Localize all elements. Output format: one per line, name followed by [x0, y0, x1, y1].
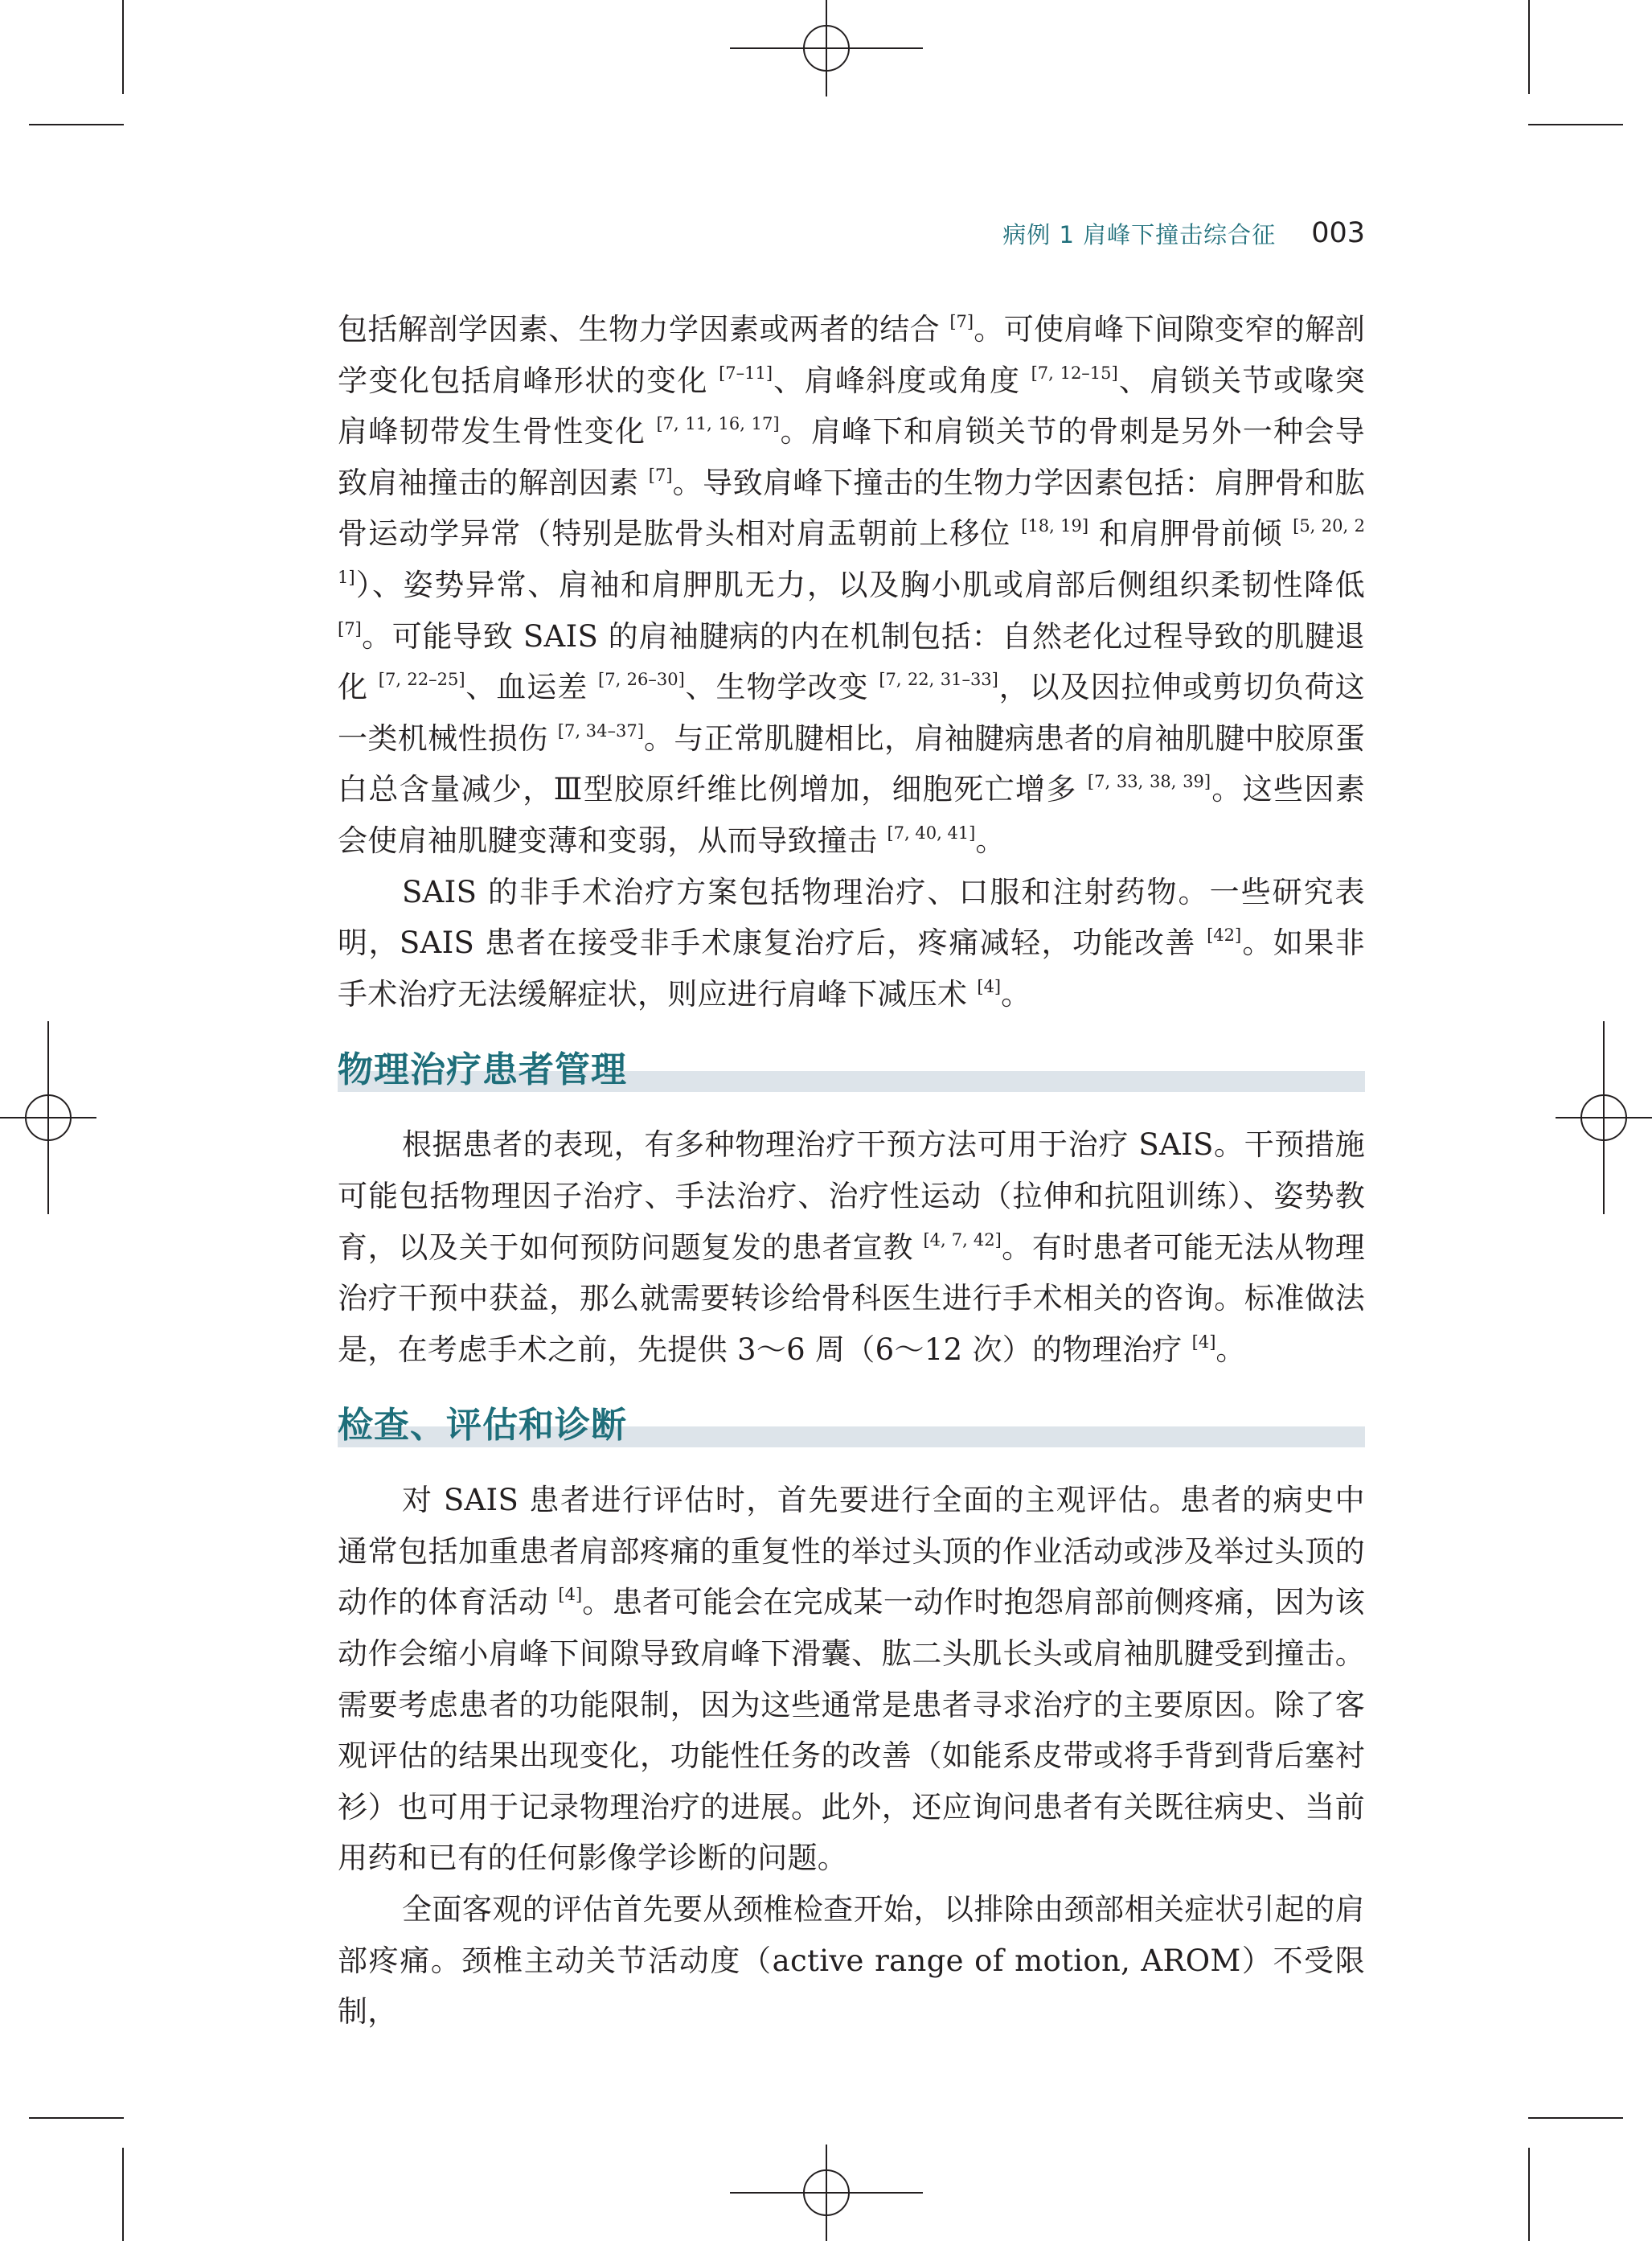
text-run: 、肩峰斜度或角度 [773, 363, 1031, 398]
registration-mark-right [1556, 1021, 1652, 1214]
text-run: 、肩锁关节或喙突肩峰韧带发生骨性变化 [338, 363, 1365, 449]
section-heading [338, 1032, 1365, 1110]
text-run: 。 [1001, 976, 1031, 1012]
text-run: 。可能导致 SAIS 的肩袖腱病的内在机制包括：自然老化过程导致的肌腱退化 [338, 618, 1365, 705]
citation-superscript: [5, 20, 21] [338, 516, 1365, 587]
page-number: 003 [1311, 217, 1365, 249]
section-heading [338, 1388, 1365, 1465]
running-head [981, 215, 1365, 251]
crop-mark-top-left [0, 0, 129, 129]
citation-superscript: [7, 26–30] [598, 670, 685, 690]
crop-mark-top-right [1523, 0, 1652, 129]
registration-mark-top [730, 0, 923, 96]
text-run: 。患者可能会在完成某一动作时抱怨肩部前侧疼痛，因为该动作会缩小肩峰下间隙导致肩峰下滑囊、肱二头肌长头或肩袖肌腱受到撞击。需要考虑患者的功能限制，因为这些通常是患者寻求治疗的主要原因。除了客观评估的结果出现变化，功能性任务的改善（如能系皮带或将手背到背后塞衬衫）也可用于记录物理治疗的进展。此外，还应询问患者有关既往病史、当前用药和已有的任何影像学诊断的问题。 [338, 1585, 1365, 1876]
citation-superscript: [7, 11, 16, 17] [656, 414, 780, 434]
text-run: ，以及因拉伸或剪切负荷这一类机械性损伤 [338, 670, 1365, 756]
body-paragraph [338, 1475, 1365, 1884]
text-run: 。与正常肌腱相比，肩袖腱病患者的肩袖肌腱中胶原蛋白总含量减少，Ⅲ型胶原纤维比例增加，细胞死亡增多 [338, 720, 1365, 807]
text-run: 包括解剖学因素、生物力学因素或两者的结合 [338, 312, 950, 347]
text-run: SAIS 的非手术治疗方案包括物理治疗、口服和注射药物。一些研究表明，SAIS 患者在接受非手术康复治疗后，疼痛减轻，功能改善 [338, 874, 1365, 961]
text-run: 。导致肩峰下撞击的生物力学因素包括：肩胛骨和肱骨运动学异常（特别是肱骨头相对肩盂朝前上移位 [338, 465, 1366, 552]
citation-superscript: [18, 19] [1021, 516, 1089, 536]
text-run: 对 SAIS 患者进行评估时，首先要进行全面的主观评估。患者的病史中通常包括加重患者肩部疼痛的重复性的举过头顶的作业活动或涉及举过头顶的动作的体育活动 [338, 1483, 1365, 1620]
citation-superscript: [4] [1191, 1332, 1216, 1352]
text-run: 全面客观的评估首先要从颈椎检查开始，以排除由颈部相关症状引起的肩部疼痛。颈椎主动关节活动度（active range of motion, AROM）不受限制， [338, 1892, 1365, 2030]
citation-superscript: [7–11] [719, 363, 773, 383]
text-run: 根据患者的表现，有多种物理治疗干预方法可用于治疗 SAIS。干预措施可能包括物理因子治疗、手法治疗、治疗性运动（拉伸和抗阻训练）、姿势教育，以及关于如何预防问题复发的患者宣教 [338, 1127, 1365, 1265]
text-run: 。有时患者可能无法从物理治疗干预中获益，那么就需要转诊给骨科医生进行手术相关的咨询。标准做法是，在考虑手术之前，先提供 3～6 周（6～12 次）的物理治疗 [338, 1229, 1366, 1367]
citation-superscript: [7, 33, 38, 39] [1087, 772, 1211, 792]
page-body [338, 304, 1365, 2038]
running-head-title: 病例 1 肩峰下撞击综合征 [1002, 220, 1277, 248]
text-run: 。肩峰下和肩锁关节的骨刺是另外一种会导致肩袖撞击的解剖因素 [338, 414, 1366, 500]
body-paragraph [338, 1884, 1365, 2038]
crop-mark-bottom-right [1523, 2112, 1652, 2241]
citation-superscript: [4] [977, 976, 1002, 996]
citation-superscript: [7, 40, 41] [887, 823, 976, 843]
section-heading-text: 检查、评估和诊断 [338, 1405, 627, 1447]
citation-superscript: [7, 12–15] [1031, 363, 1118, 383]
citation-superscript: [42] [1207, 926, 1242, 946]
citation-superscript: [4] [558, 1585, 583, 1605]
body-paragraph [338, 1119, 1365, 1375]
crop-mark-bottom-left [0, 2112, 129, 2241]
text-run: 。如果非手术治疗无法缓解症状，则应进行肩峰下减压术 [338, 926, 1365, 1012]
citation-superscript: [7] [648, 465, 673, 485]
body-paragraph [338, 304, 1365, 867]
citation-superscript: [7, 34–37] [557, 720, 644, 741]
citation-superscript: [7] [338, 618, 362, 638]
citation-superscript: [4, 7, 42] [923, 1229, 1002, 1250]
text-run: 。 [1215, 1332, 1246, 1367]
registration-mark-left [0, 1021, 96, 1214]
text-run: 、血运差 [465, 670, 599, 705]
text-run: ）、姿势异常、肩袖和肩胛肌无力，以及胸小肌或肩部后侧组织柔韧性降低 [355, 567, 1365, 602]
text-run: 和肩胛骨前倾 [1088, 516, 1293, 552]
body-paragraph [338, 867, 1365, 1020]
registration-mark-bottom [730, 2145, 923, 2241]
text-run: 、生物学改变 [684, 670, 879, 705]
citation-superscript: [7, 22–25] [378, 670, 465, 690]
text-run: 。 [975, 823, 1006, 858]
citation-superscript: [7, 22, 31–33] [879, 670, 998, 690]
text-run: 。这些因素会使肩袖肌腱变薄和变弱，从而导致撞击 [338, 772, 1365, 858]
citation-superscript: [7] [949, 312, 974, 331]
section-heading-text: 物理治疗患者管理 [338, 1049, 627, 1091]
text-run: 。可使肩峰下间隙变窄的解剖学变化包括肩峰形状的变化 [338, 312, 1365, 398]
